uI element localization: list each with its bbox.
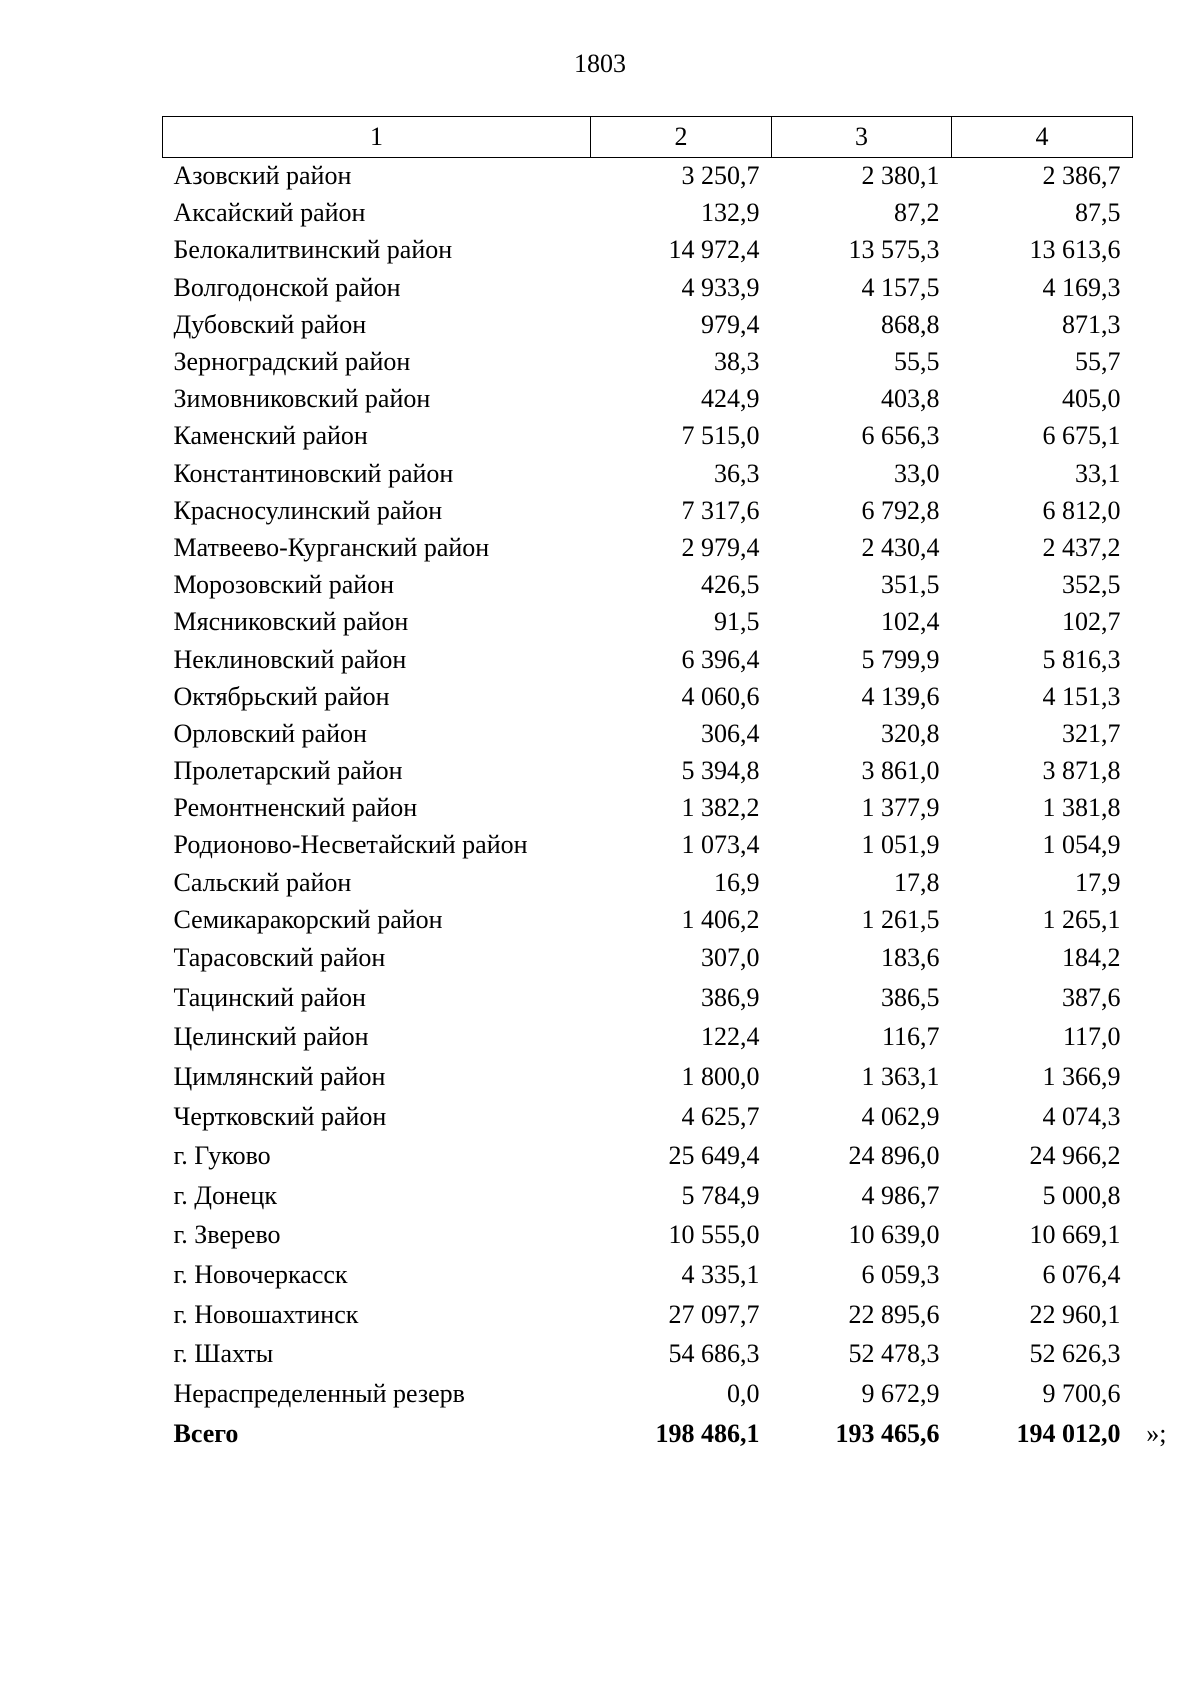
row-value-col-4: 387,6: [1062, 982, 1121, 1012]
table-row: [163, 1176, 1133, 1216]
budget-table: [162, 116, 1167, 1454]
row-value-col-4: 1 381,8: [1042, 793, 1121, 823]
row-value-col-2: 4 625,7: [681, 1101, 760, 1131]
row-name: г. Новошахтинск: [173, 1299, 359, 1329]
table-row: [163, 158, 1133, 195]
row-value-col-4: 3 871,8: [1042, 756, 1121, 786]
table-row: [163, 715, 1133, 752]
row-value-col-2: 426,5: [701, 570, 760, 600]
table-row: [163, 978, 1133, 1018]
row-name: г. Зверево: [173, 1220, 281, 1250]
row-value-col-2: 91,5: [714, 607, 760, 637]
total-value-col-3: 193 465,6: [835, 1418, 940, 1448]
table-row: [163, 1097, 1133, 1137]
row-name: Неклиновский район: [173, 644, 407, 674]
row-value-col-2: 0,0: [727, 1378, 760, 1408]
row-value-col-3: 4 062,9: [861, 1101, 940, 1131]
row-value-col-2: 4 060,6: [681, 681, 760, 711]
header-row: [163, 117, 1133, 158]
row-value-col-4: 1 054,9: [1042, 830, 1121, 860]
table-row: [163, 455, 1133, 492]
table-row: [163, 567, 1133, 604]
row-value-col-4: 6 076,4: [1042, 1259, 1121, 1289]
row-value-col-3: 351,5: [881, 570, 940, 600]
row-value-col-3: 87,2: [894, 198, 940, 228]
row-name: Зимовниковский район: [173, 384, 431, 414]
row-name: Константиновский район: [173, 458, 454, 488]
row-value-col-2: 2 979,4: [681, 532, 760, 562]
row-value-col-4: 24 966,2: [1029, 1141, 1121, 1171]
table-row: [163, 381, 1133, 418]
table-row: [163, 1255, 1133, 1295]
row-value-col-4: 33,1: [1075, 458, 1121, 488]
table-row: [163, 306, 1133, 343]
row-value-col-3: 403,8: [881, 384, 940, 414]
total-value-col-2: 198 486,1: [655, 1418, 760, 1448]
row-value-col-3: 1 051,9: [861, 830, 940, 860]
row-value-col-3: 9 672,9: [861, 1378, 940, 1408]
row-name: Целинский район: [173, 1022, 369, 1052]
row-value-col-2: 306,4: [701, 718, 760, 748]
row-value-col-4: 5 000,8: [1042, 1180, 1121, 1210]
row-value-col-3: 1 363,1: [861, 1062, 940, 1092]
header-col-3: 3: [772, 117, 952, 158]
row-value-col-4: 9 700,6: [1042, 1378, 1121, 1408]
table-row: [163, 604, 1133, 641]
row-name: Тацинский район: [173, 982, 366, 1012]
row-value-col-4: 352,5: [1062, 570, 1121, 600]
table-row: [163, 678, 1133, 715]
row-value-col-4: 184,2: [1062, 943, 1121, 973]
total-cell-col-4: [952, 1414, 1167, 1454]
row-value-col-2: 4 933,9: [681, 272, 760, 302]
table-row: [163, 1374, 1133, 1414]
table-row: [163, 641, 1133, 678]
row-value-col-2: 10 555,0: [668, 1220, 760, 1250]
table-row: [163, 1136, 1133, 1176]
row-name: Дубовский район: [173, 309, 367, 339]
row-value-col-2: 27 097,7: [668, 1299, 760, 1329]
row-value-col-3: 52 478,3: [848, 1339, 940, 1369]
row-value-col-3: 386,5: [881, 982, 940, 1012]
row-name: Родионово-Несветайский район: [173, 830, 528, 860]
row-value-col-2: 16,9: [714, 867, 760, 897]
row-value-col-4: 2 386,7: [1042, 161, 1121, 191]
total-value-col-4: 194 012,0: [1016, 1418, 1121, 1448]
row-value-col-4: 87,5: [1075, 198, 1121, 228]
row-value-col-2: 132,9: [701, 198, 760, 228]
row-value-col-3: 183,6: [881, 943, 940, 973]
row-name: Белокалитвинский район: [173, 235, 453, 265]
row-value-col-4: 102,7: [1062, 607, 1121, 637]
row-name: Зерноградский район: [173, 347, 411, 377]
total-row: [163, 1414, 1133, 1454]
row-name: Ремонтненский район: [173, 793, 418, 823]
row-value-col-4: 4 151,3: [1042, 681, 1121, 711]
header-col-2: 2: [591, 117, 772, 158]
row-value-col-2: 25 649,4: [668, 1141, 760, 1171]
row-value-col-3: 3 861,0: [861, 756, 940, 786]
row-value-col-4: 5 816,3: [1042, 644, 1121, 674]
row-value-col-2: 54 686,3: [668, 1339, 760, 1369]
row-value-col-4: 2 437,2: [1042, 532, 1121, 562]
row-name: г. Гуково: [173, 1141, 271, 1171]
table-row: [163, 492, 1133, 529]
row-value-col-3: 55,5: [894, 347, 940, 377]
row-value-col-4: 10 669,1: [1029, 1220, 1121, 1250]
row-value-col-2: 307,0: [701, 943, 760, 973]
row-value-col-3: 868,8: [881, 309, 940, 339]
row-name: г. Новочеркасск: [173, 1259, 348, 1289]
row-value-col-3: 2 430,4: [861, 532, 940, 562]
row-value-col-2: 1 073,4: [681, 830, 760, 860]
row-value-col-2: 1 800,0: [681, 1062, 760, 1092]
row-name: Тарасовский район: [173, 943, 386, 973]
table-row: [163, 343, 1133, 380]
table-row: [163, 790, 1133, 827]
row-name: Матвеево-Курганский район: [173, 532, 490, 562]
row-value-col-3: 6 656,3: [861, 421, 940, 451]
row-value-col-4: 6 675,1: [1042, 421, 1121, 451]
row-value-col-4: 55,7: [1075, 347, 1121, 377]
row-value-col-4: 4 074,3: [1042, 1101, 1121, 1131]
table-row: [163, 938, 1133, 978]
row-value-col-4: 1 366,9: [1042, 1062, 1121, 1092]
row-name: Орловский район: [173, 718, 367, 748]
row-value-col-2: 38,3: [714, 347, 760, 377]
row-name: г. Донецк: [173, 1180, 277, 1210]
row-value-col-4: 117,0: [1062, 1022, 1121, 1052]
row-name: Семикаракорский район: [173, 904, 443, 934]
row-value-col-4: 1 265,1: [1042, 904, 1121, 934]
row-value-col-3: 6 792,8: [861, 495, 940, 525]
table-row: [163, 753, 1133, 790]
table-row: [163, 1057, 1133, 1097]
table-row: [163, 901, 1133, 938]
table-row: [163, 864, 1133, 901]
row-name: Чертковский район: [173, 1101, 387, 1131]
table-row: [163, 1334, 1133, 1374]
row-value-col-3: 10 639,0: [848, 1220, 940, 1250]
row-value-col-2: 5 394,8: [681, 756, 760, 786]
row-value-col-3: 2 380,1: [861, 161, 940, 191]
row-name: г. Шахты: [173, 1339, 274, 1369]
row-value-col-4: 321,7: [1062, 718, 1121, 748]
row-value-col-4: 405,0: [1062, 384, 1121, 414]
table-row: [163, 195, 1133, 232]
table-row: [163, 418, 1133, 455]
table-body: [163, 158, 1167, 1454]
page-number: 1803: [574, 49, 626, 78]
row-value-col-2: 14 972,4: [668, 235, 760, 265]
row-value-col-3: 33,0: [894, 458, 940, 488]
row-value-col-3: 4 139,6: [861, 681, 940, 711]
row-name: Красносулинский район: [173, 495, 443, 525]
row-value-col-4: 6 812,0: [1042, 495, 1121, 525]
row-value-col-3: 320,8: [881, 718, 940, 748]
row-value-col-2: 7 515,0: [681, 421, 760, 451]
row-name: Каменский район: [173, 421, 368, 451]
header-col-1: 1: [163, 117, 591, 158]
table-row: [163, 1018, 1133, 1058]
row-value-col-4: 13 613,6: [1029, 235, 1121, 265]
row-name: Пролетарский район: [173, 756, 403, 786]
row-value-col-3: 102,4: [881, 607, 940, 637]
row-value-col-3: 6 059,3: [861, 1259, 940, 1289]
table-row: [163, 1295, 1133, 1335]
row-value-col-3: 13 575,3: [848, 235, 940, 265]
row-name: Волгодонской район: [173, 272, 401, 302]
row-value-col-2: 7 317,6: [681, 495, 760, 525]
row-name: Нераспределенный резерв: [173, 1378, 465, 1408]
row-name: Мясниковский район: [173, 607, 409, 637]
row-value-col-3: 4 157,5: [861, 272, 940, 302]
row-value-col-3: 17,8: [894, 867, 940, 897]
row-value-col-2: 424,9: [701, 384, 760, 414]
row-value-col-3: 4 986,7: [861, 1180, 940, 1210]
row-value-col-4: 871,3: [1062, 309, 1121, 339]
table-row: [163, 269, 1133, 306]
row-value-col-2: 4 335,1: [681, 1259, 760, 1289]
row-value-col-2: 979,4: [701, 309, 760, 339]
row-value-col-2: 1 406,2: [681, 904, 760, 934]
row-value-col-3: 22 895,6: [848, 1299, 940, 1329]
header-col-4: 4: [952, 117, 1133, 158]
row-value-col-2: 36,3: [714, 458, 760, 488]
table-row: [163, 1216, 1133, 1256]
row-name: Октябрьский район: [173, 681, 390, 711]
row-name: Азовский район: [173, 161, 352, 191]
total-label: Всего: [173, 1418, 239, 1448]
closing-quote-mark: »;: [1146, 1418, 1167, 1448]
row-value-col-2: 6 396,4: [681, 644, 760, 674]
row-value-col-3: 1 261,5: [861, 904, 940, 934]
row-value-col-3: 1 377,9: [861, 793, 940, 823]
row-name: Морозовский район: [173, 570, 395, 600]
row-value-col-2: 122,4: [701, 1022, 760, 1052]
row-value-col-4: 4 169,3: [1042, 272, 1121, 302]
row-value-col-3: 116,7: [881, 1022, 940, 1052]
row-name: Сальский район: [173, 867, 352, 897]
row-value-col-2: 3 250,7: [681, 161, 760, 191]
table-row: [163, 529, 1133, 566]
row-value-col-3: 24 896,0: [848, 1141, 940, 1171]
row-value-col-2: 386,9: [701, 982, 760, 1012]
row-name: Аксайский район: [173, 198, 366, 228]
row-value-col-2: 5 784,9: [681, 1180, 760, 1210]
row-value-col-2: 1 382,2: [681, 793, 760, 823]
row-value-col-3: 5 799,9: [861, 644, 940, 674]
row-value-col-4: 22 960,1: [1029, 1299, 1121, 1329]
row-value-col-4: 52 626,3: [1029, 1339, 1121, 1369]
table-row: [163, 827, 1133, 864]
table-row: [163, 232, 1133, 269]
row-name: Цимлянский район: [173, 1062, 386, 1092]
row-value-col-4: 17,9: [1075, 867, 1121, 897]
